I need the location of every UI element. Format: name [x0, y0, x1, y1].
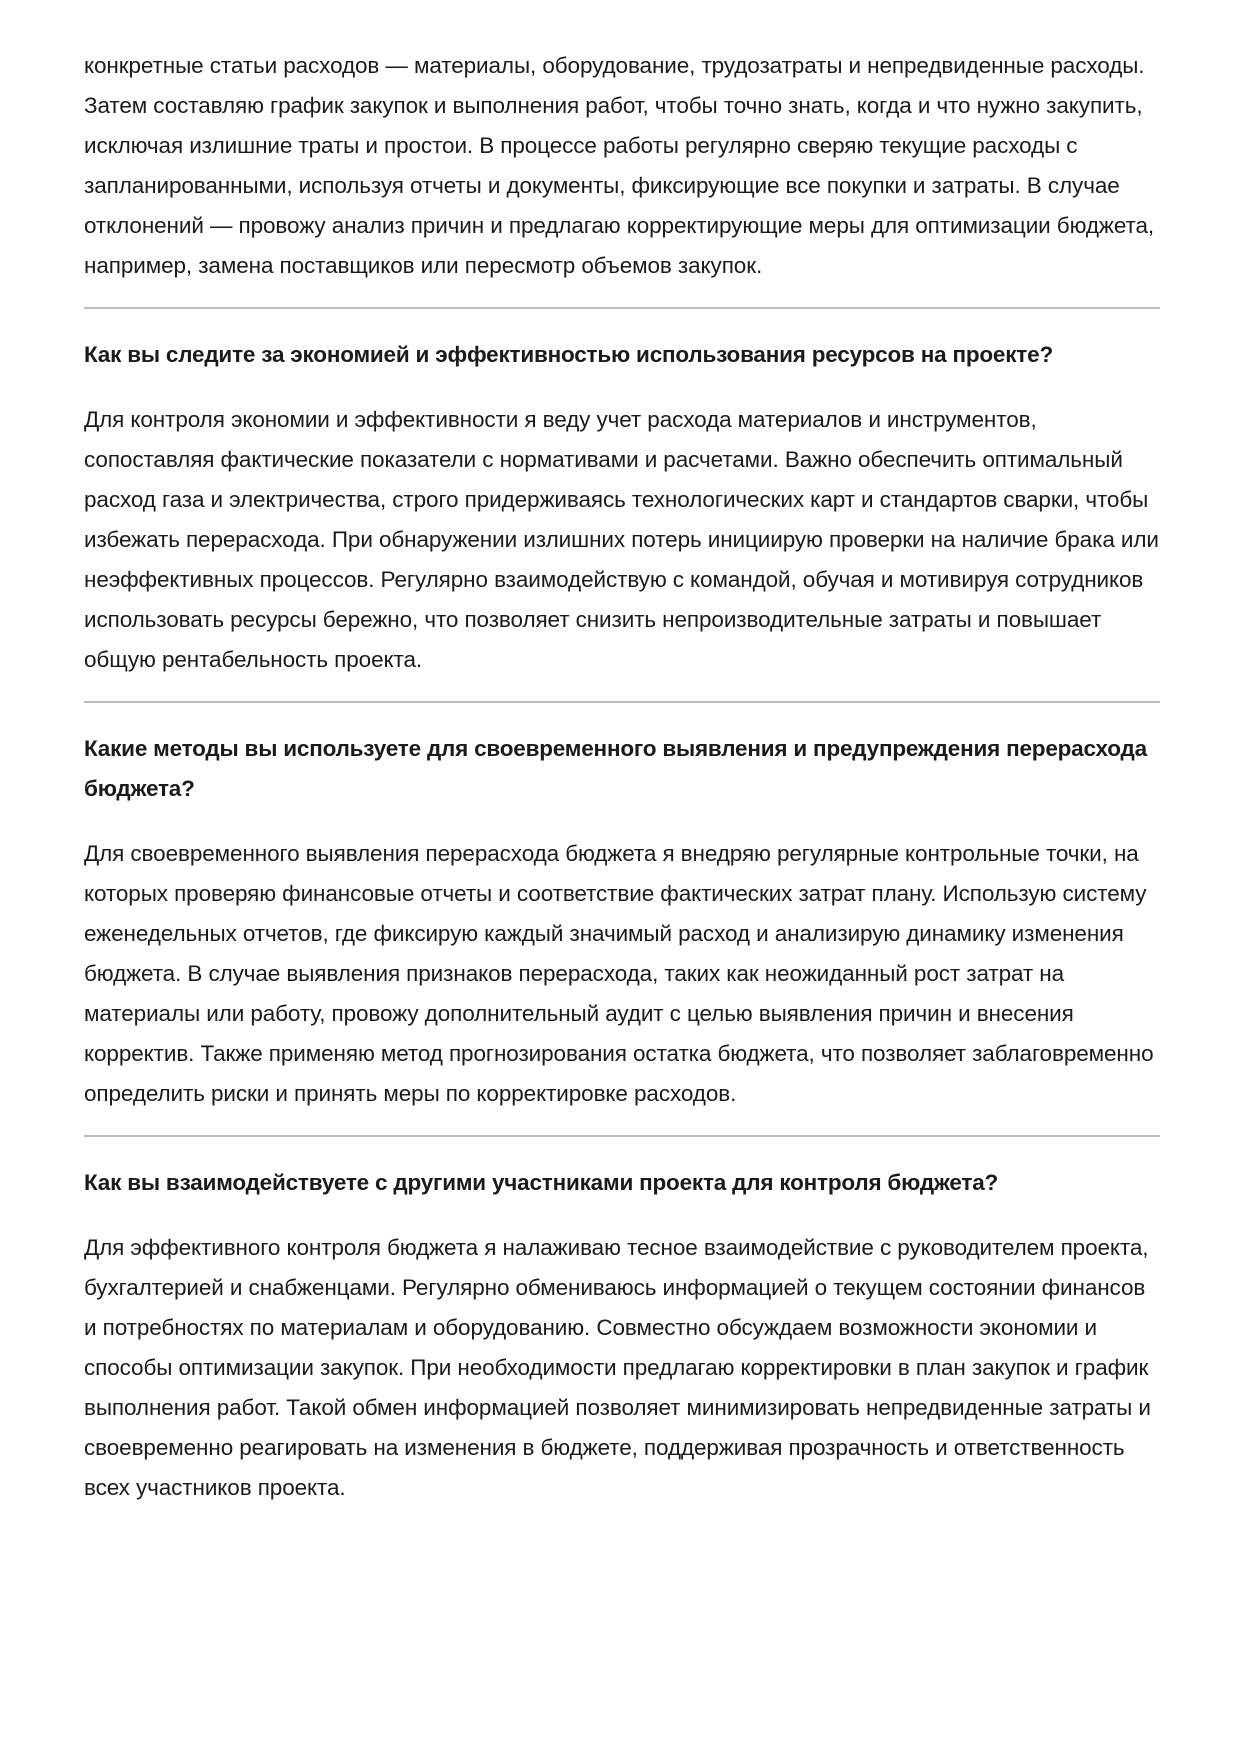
section-divider: [84, 307, 1160, 309]
answer-paragraph-resources: Для контроля экономии и эффективности я веду учет расхода материалов и инструментов, сопоставляя фактические показатели с нормативами и расчетами. Важно обеспечить оптимальный расход газа и электричества, строго придерживаясь технологических карт и стандартов сварки, чтобы избежать перерасхода. При обнаружении излишних потерь инициирую проверки на наличие брака или неэффективных процессов. Регулярно взаимодействую с командой, обучая и мотивируя сотрудников использовать ресурсы бережно, что позволяет снизить непроизводительные затраты и повышает общую рентабельность проекта.: [84, 407, 1159, 672]
intro-paragraph: конкретные статьи расходов — материалы, оборудование, трудозатраты и непредвиденные расходы. Затем составляю график закупок и выполнения работ, чтобы точно знать, когда и что нужно закупить, исключая излишние траты и простои. В процессе работы регулярно сверяю текущие расходы с запланированными, используя отчеты и документы, фиксирующие все покупки и затраты. В случае отклонений — провожу анализ причин и предлагаю корректирующие меры для оптимизации бюджета, например, замена поставщиков или пересмотр объемов закупок.: [84, 53, 1155, 278]
question-heading-overrun-methods: Какие методы вы используете для своевременного выявления и предупреждения перерасхода бюджета?: [84, 736, 1147, 801]
answer-paragraph-overrun-methods: Для своевременного выявления перерасхода бюджета я внедряю регулярные контрольные точки, на которых проверяю финансовые отчеты и соответствие фактических затрат плану. Использую систему еженедельных отчетов, где фиксирую каждый значимый расход и анализирую динамику изменения бюджета. В случае выявления признаков перерасхода, таких как неожиданный рост затрат на материалы или работу, провожу дополнительный аудит с целью выявления причин и внесения корректив. Также применяю метод прогнозирования остатка бюджета, что позволяет заблаговременно определить риски и принять меры по корректировке расходов.: [84, 841, 1154, 1106]
answer-paragraph-collaboration: Для эффективного контроля бюджета я налаживаю тесное взаимодействие с руководителем проекта, бухгалтерией и снабженцами. Регулярно обмениваюсь информацией о текущем состоянии финансов и потребностях по материалам и оборудованию. Совместно обсуждаем возможности экономии и способы оптимизации закупок. При необходимости предлагаю корректировки в план закупок и график выполнения работ. Такой обмен информацией позволяет минимизировать непредвиденные затраты и своевременно реагировать на изменения в бюджете, поддерживая прозрачность и ответственность всех участников проекта.: [84, 1235, 1151, 1500]
document-page: [84, 46, 1160, 1529]
question-heading-collaboration: Как вы взаимодействуете с другими участниками проекта для контроля бюджета?: [84, 1170, 999, 1195]
section-divider: [84, 701, 1160, 703]
question-heading-resources: Как вы следите за экономией и эффективностью использования ресурсов на проекте?: [84, 342, 1053, 367]
section-divider: [84, 1135, 1160, 1137]
